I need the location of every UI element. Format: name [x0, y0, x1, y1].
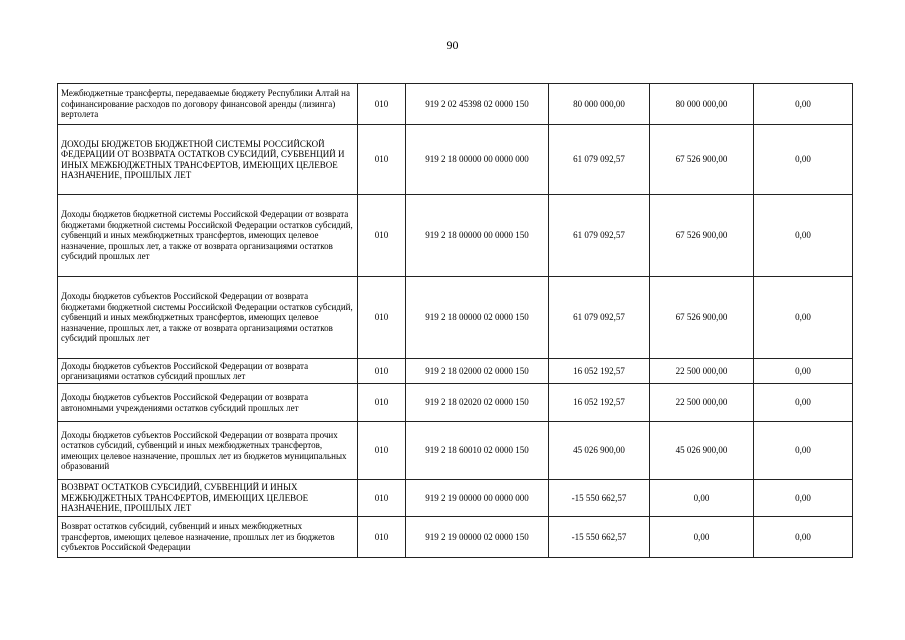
row-value-1: 45 026 900,00 — [549, 422, 650, 480]
row-code: 010 — [358, 384, 406, 422]
row-value-2: 67 526 900,00 — [650, 277, 754, 359]
table-row — [58, 422, 853, 480]
budget-table — [57, 83, 853, 558]
row-value-1: -15 550 662,57 — [549, 517, 650, 558]
row-name: Доходы бюджетов субъектов Российской Федерации от возврата организациями остатков субсидий прошлых лет — [58, 359, 358, 384]
table-row — [58, 359, 853, 384]
row-value-3: 0,00 — [754, 422, 853, 480]
row-value-1: 61 079 092,57 — [549, 277, 650, 359]
table-row — [58, 480, 853, 517]
row-kbk: 919 2 18 60010 02 0000 150 — [406, 422, 549, 480]
row-code: 010 — [358, 517, 406, 558]
row-value-3: 0,00 — [754, 480, 853, 517]
row-code: 010 — [358, 195, 406, 277]
row-kbk: 919 2 19 00000 00 0000 000 — [406, 480, 549, 517]
row-name: Доходы бюджетов субъектов Российской Федерации от возврата автономными учреждениями остатков субсидий прошлых лет — [58, 384, 358, 422]
row-name: Доходы бюджетов бюджетной системы Российской Федерации от возврата бюджетами бюджетной системы Российской Федерации остатков субсидий, субвенций и иных межбюджетных трансфертов, имеющих целевое назначение, прошлых лет, а также от возврата организациями остатков субсидий прошлых лет — [58, 195, 358, 277]
row-value-1: 16 052 192,57 — [549, 359, 650, 384]
table-row — [58, 384, 853, 422]
row-value-3: 0,00 — [754, 125, 853, 195]
row-kbk: 919 2 18 02000 02 0000 150 — [406, 359, 549, 384]
row-value-2: 67 526 900,00 — [650, 125, 754, 195]
row-name: ВОЗВРАТ ОСТАТКОВ СУБСИДИЙ, СУБВЕНЦИЙ И ИНЫХ МЕЖБЮДЖЕТНЫХ ТРАНСФЕРТОВ, ИМЕЮЩИХ ЦЕЛЕВОЕ НАЗНАЧЕНИЕ, ПРОШЛЫХ ЛЕТ — [58, 480, 358, 517]
row-value-1: 61 079 092,57 — [549, 195, 650, 277]
row-kbk: 919 2 18 02020 02 0000 150 — [406, 384, 549, 422]
row-value-1: 16 052 192,57 — [549, 384, 650, 422]
row-name: ДОХОДЫ БЮДЖЕТОВ БЮДЖЕТНОЙ СИСТЕМЫ РОССИЙСКОЙ ФЕДЕРАЦИИ ОТ ВОЗВРАТА ОСТАТКОВ СУБСИДИЙ, СУБВЕНЦИЙ И ИНЫХ МЕЖБЮДЖЕТНЫХ ТРАНСФЕРТОВ, ИМЕЮЩИХ ЦЕЛЕВОЕ НАЗНАЧЕНИЕ, ПРОШЛЫХ ЛЕТ — [58, 125, 358, 195]
row-value-2: 0,00 — [650, 517, 754, 558]
row-value-3: 0,00 — [754, 359, 853, 384]
row-value-2: 67 526 900,00 — [650, 195, 754, 277]
row-kbk: 919 2 18 00000 00 0000 150 — [406, 195, 549, 277]
row-value-3: 0,00 — [754, 517, 853, 558]
row-name: Межбюджетные трансферты, передаваемые бюджету Республики Алтай на софинансирование расходов по договору финансовой аренды (лизинга) вертолета — [58, 84, 358, 125]
page-number: 90 — [446, 38, 459, 52]
row-value-2: 80 000 000,00 — [650, 84, 754, 125]
row-value-3: 0,00 — [754, 277, 853, 359]
table-row — [58, 195, 853, 277]
row-value-1: -15 550 662,57 — [549, 480, 650, 517]
table-row — [58, 125, 853, 195]
row-value-2: 0,00 — [650, 480, 754, 517]
row-kbk: 919 2 19 00000 02 0000 150 — [406, 517, 549, 558]
row-code: 010 — [358, 125, 406, 195]
table-row — [58, 517, 853, 558]
row-value-3: 0,00 — [754, 384, 853, 422]
row-value-3: 0,00 — [754, 84, 853, 125]
row-code: 010 — [358, 359, 406, 384]
table-row — [58, 277, 853, 359]
row-kbk: 919 2 02 45398 02 0000 150 — [406, 84, 549, 125]
row-name: Возврат остатков субсидий, субвенций и иных межбюджетных трансфертов, имеющих целевое назначение, прошлых лет из бюджетов субъектов Российской Федерации — [58, 517, 358, 558]
row-code: 010 — [358, 422, 406, 480]
row-code: 010 — [358, 84, 406, 125]
row-name: Доходы бюджетов субъектов Российской Федерации от возврата бюджетами бюджетной системы Российской Федерации остатков субсидий, субвенций и иных межбюджетных трансфертов, имеющих целевое назначение, прошлых лет, а также от возврата организациями остатков субсидий прошлых лет — [58, 277, 358, 359]
row-kbk: 919 2 18 00000 00 0000 000 — [406, 125, 549, 195]
row-kbk: 919 2 18 00000 02 0000 150 — [406, 277, 549, 359]
row-value-2: 45 026 900,00 — [650, 422, 754, 480]
row-value-1: 80 000 000,00 — [549, 84, 650, 125]
table-row — [58, 84, 853, 125]
row-code: 010 — [358, 480, 406, 517]
row-value-2: 22 500 000,00 — [650, 384, 754, 422]
row-value-3: 0,00 — [754, 195, 853, 277]
row-code: 010 — [358, 277, 406, 359]
row-value-1: 61 079 092,57 — [549, 125, 650, 195]
row-name: Доходы бюджетов субъектов Российской Федерации от возврата прочих остатков субсидий, субвенций и иных межбюджетных трансфертов, имеющих целевое назначение, прошлых лет из бюджетов муниципальных образований — [58, 422, 358, 480]
row-value-2: 22 500 000,00 — [650, 359, 754, 384]
